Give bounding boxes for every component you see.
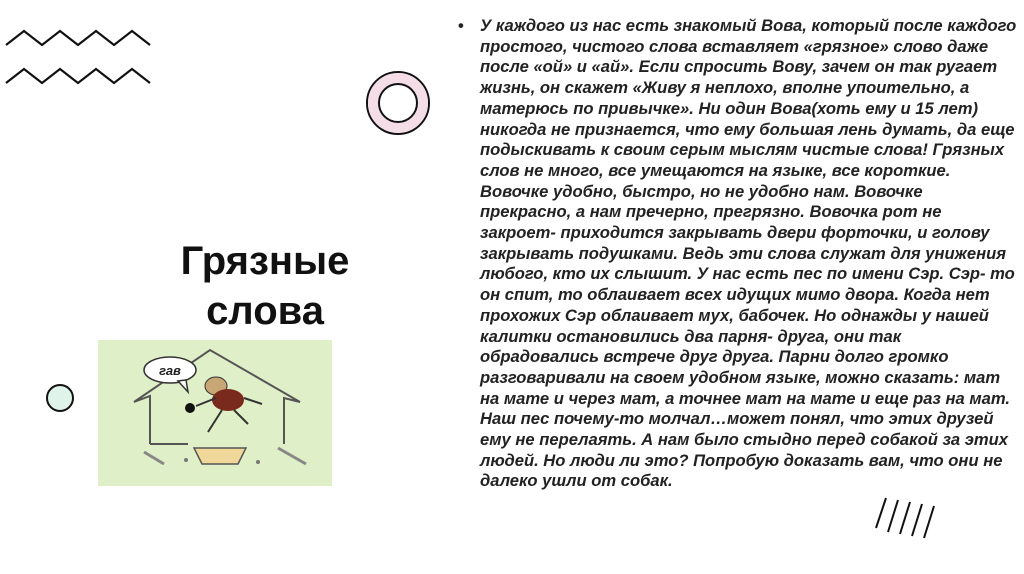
slide-title bbox=[150, 236, 380, 336]
speech-bubble-text: гав bbox=[159, 363, 181, 378]
bullet: • bbox=[458, 16, 464, 35]
dog-house-picture bbox=[98, 340, 332, 486]
zigzag-icon bbox=[0, 25, 160, 95]
body-paragraph bbox=[458, 16, 1018, 492]
title-line-1: Грязные bbox=[180, 239, 350, 283]
body-paragraph-text: У каждого из нас есть знакомый Вова, который после каждого простого, чистого слова вставляет «грязное» слово даже после «ой» и «ай». Если спросить Вову, зачем он так ругает жизнь, он скажет «Живу я неплохо, вполне упоительно, а матерюсь по привычке». Ни один Вова(хоть ему и 15 лет) никогда не признается, что ему большая лень думать, да еще подыскивать к своим серым мыслям чистые слова! Грязных слов не много, все умещаются на языке, все короткие. Вовочке удобно, быстро, но не удобно нам. Вовочке прекрасно, а нам пречерно, прегрязно. Вовочка рот не закроет- приходится закрывать двери форточки, и голову закрывать подушками. Ведь эти слова служат для унижения любого, кто их слышит. У нас есть пес по имени Сэр. Сэр- то он спит, то облаивает всех идущих мимо двора. Когда нет прохожих Сэр облаивает мух, бабочек. Но однажды у нашей калитки остановились два парня- друга, они так обрадовались встрече друг друга. Парни долго громко разговаривали на своем удобном языке, можно сказать: мат на мате и через мат, а точнее мат на мате и еще раз на мат. Наш пес почему-то молчал…может понял, что этих друзей ему не перелаять. А нам было стыдно перед собакой за этих людей. Но люди ли это? Попробую доказать вам, что они не далеко ушли от собак. bbox=[480, 16, 1017, 491]
dog-house-illustration bbox=[98, 340, 332, 486]
title-line-2: слова bbox=[206, 289, 324, 333]
ring-icon bbox=[357, 62, 439, 144]
body-text-list bbox=[458, 16, 1018, 492]
circle-icon bbox=[44, 382, 76, 414]
